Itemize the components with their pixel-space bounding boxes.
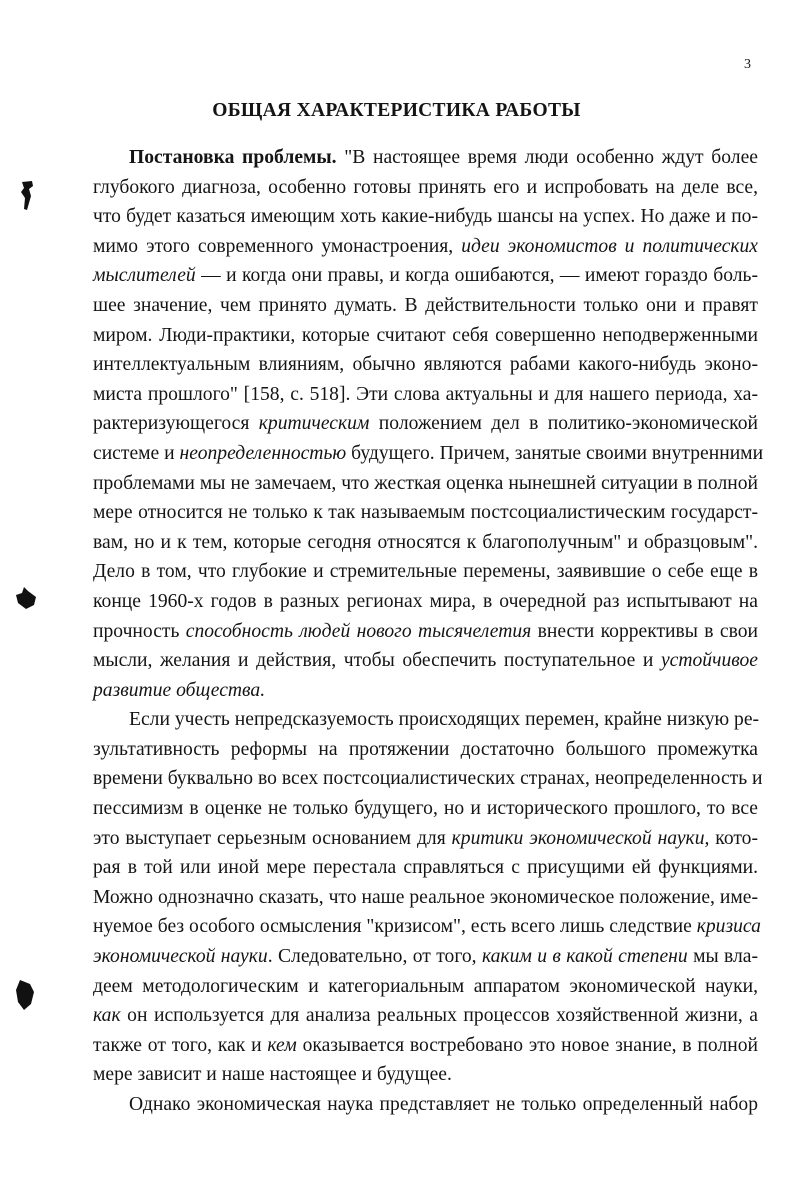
text-line: конце 1960-х годов в разных регионах мира, в очередной раз испытывают на	[93, 590, 758, 612]
text-line	[93, 409, 758, 439]
text-span: будущего. Причем, занятые своими внутренними	[346, 442, 764, 464]
text-span: мимо этого современного умонастроения,	[93, 235, 462, 257]
text-span: прочность	[93, 620, 186, 642]
italic-span: устойчивое	[660, 650, 758, 672]
text-line	[93, 439, 764, 469]
italic-span: мыслителей	[93, 265, 196, 287]
scan-mark-2	[14, 585, 38, 611]
text-span: также от того, как и	[93, 1034, 268, 1056]
text-span: внести коррективы в свои	[531, 620, 758, 642]
text-span: это выступает серьезным основанием для	[93, 827, 452, 849]
scan-mark-3	[14, 978, 36, 1012]
italic-span: кем	[267, 1034, 297, 1056]
text-span: — и когда они правы, и когда ошибаются, — имеют гораздо боль-	[195, 265, 758, 287]
italic-span: критическим	[258, 413, 370, 435]
text-line: мере относится не только к так называемым постсоциалистическим государст-	[93, 502, 758, 524]
italic-span: критики экономической науки,	[451, 827, 710, 849]
text-span: . Следовательно, от того,	[267, 946, 482, 968]
italic-span: развитие общества.	[93, 679, 266, 701]
text-line: Однако экономическая наука представляет не только определенный набор	[129, 1094, 758, 1115]
body-text	[93, 143, 764, 1120]
paragraph-3	[93, 1090, 758, 1120]
text-span: положением дел в политико-экономической	[369, 413, 758, 435]
text-span: он используется для анализа реальных процессов хозяйственной жизни, а	[120, 1005, 758, 1027]
text-line	[93, 824, 758, 854]
text-line	[93, 1031, 758, 1061]
text-line	[93, 942, 758, 972]
text-span: "В настоящее время люди особенно ждут более	[336, 147, 758, 168]
text-line: вам, но и к тем, которые сегодня относятся к благополучным" и образцовым".	[93, 531, 758, 553]
text-span: рактеризующегося	[93, 413, 259, 435]
text-line: проблемами мы не замечаем, что жесткая оценка нынешней ситуации в полной	[93, 472, 758, 494]
text-line: миром. Люди-практики, которые считают себя совершенно неподверженными	[93, 324, 758, 346]
text-line	[93, 143, 758, 173]
text-span: кото-	[709, 827, 758, 849]
text-line	[93, 617, 758, 647]
text-line: глубокого диагноза, особенно готовы принять его и испробовать на деле все,	[93, 176, 758, 198]
text-line: Можно однозначно сказать, что наше реальное экономическое положение, име-	[93, 886, 758, 908]
text-line	[93, 646, 758, 676]
text-line: интеллектуальным влияниям, обычно являются рабами какого-нибудь эконо-	[93, 354, 758, 376]
italic-span: каким и в какой степени	[481, 946, 688, 968]
problem-statement-label: Постановка проблемы.	[129, 147, 337, 168]
italic-span: способность людей нового тысячелетия	[185, 620, 532, 642]
text-line: Дело в том, что глубокие и стремительные перемены, заявившие о себе еще в	[93, 561, 758, 583]
text-line	[93, 1001, 758, 1031]
text-line: рая в той или иной мере перестала справляться с присущими ей функциями.	[93, 857, 758, 879]
text-span: мысли, желания и действия, чтобы обеспечить поступательное и	[93, 650, 661, 672]
italic-span: неопределенностью	[179, 442, 347, 464]
paragraph-1	[93, 143, 764, 705]
text-line: мере зависит и наше настоящее и будущее.	[93, 1064, 452, 1086]
text-line	[93, 676, 758, 706]
text-line: времени буквально во всех постсоциалистических странах, неопределенность и	[93, 768, 763, 790]
text-line	[93, 261, 758, 291]
italic-span: идеи экономистов и политических	[461, 235, 759, 257]
text-span: оказывается востребовано это новое знание, в полной	[296, 1034, 758, 1056]
text-span: нуемое без особого осмысления "кризисом", есть всего лишь следствие	[93, 916, 697, 938]
text-line: миста прошлого" [158, с. 518]. Эти слова актуальны и для нашего периода, ха-	[93, 383, 758, 405]
page-number: 3	[744, 57, 751, 72]
italic-span: кризиса	[696, 916, 761, 938]
text-line: пессимизм в оценке не только будущего, но и исторического прошлого, то все	[93, 798, 758, 820]
paragraph-2	[93, 705, 763, 1090]
text-line: что будет казаться имеющим хоть какие-нибудь шансы на успех. Но даже и по-	[93, 206, 758, 228]
text-span: системе и	[93, 442, 180, 464]
text-line	[93, 232, 758, 262]
text-line	[93, 912, 761, 942]
text-line: шее значение, чем принято думать. В действительности только они и правят	[93, 294, 758, 316]
text-line: Если учесть непредсказуемость происходящих перемен, крайне низкую ре-	[129, 709, 760, 731]
scan-mark-1	[18, 180, 36, 212]
text-line: деем методологическим и категориальным аппаратом экономической науки,	[93, 975, 758, 997]
section-heading: ОБЩАЯ ХАРАКТЕРИСТИКА РАБОТЫ	[212, 100, 581, 121]
text-span: мы вла-	[687, 946, 758, 968]
text-line: зультативность реформы на протяжении достаточно большого промежутка	[93, 738, 758, 760]
italic-span: как	[93, 1005, 121, 1027]
italic-span: экономической науки	[93, 946, 268, 968]
